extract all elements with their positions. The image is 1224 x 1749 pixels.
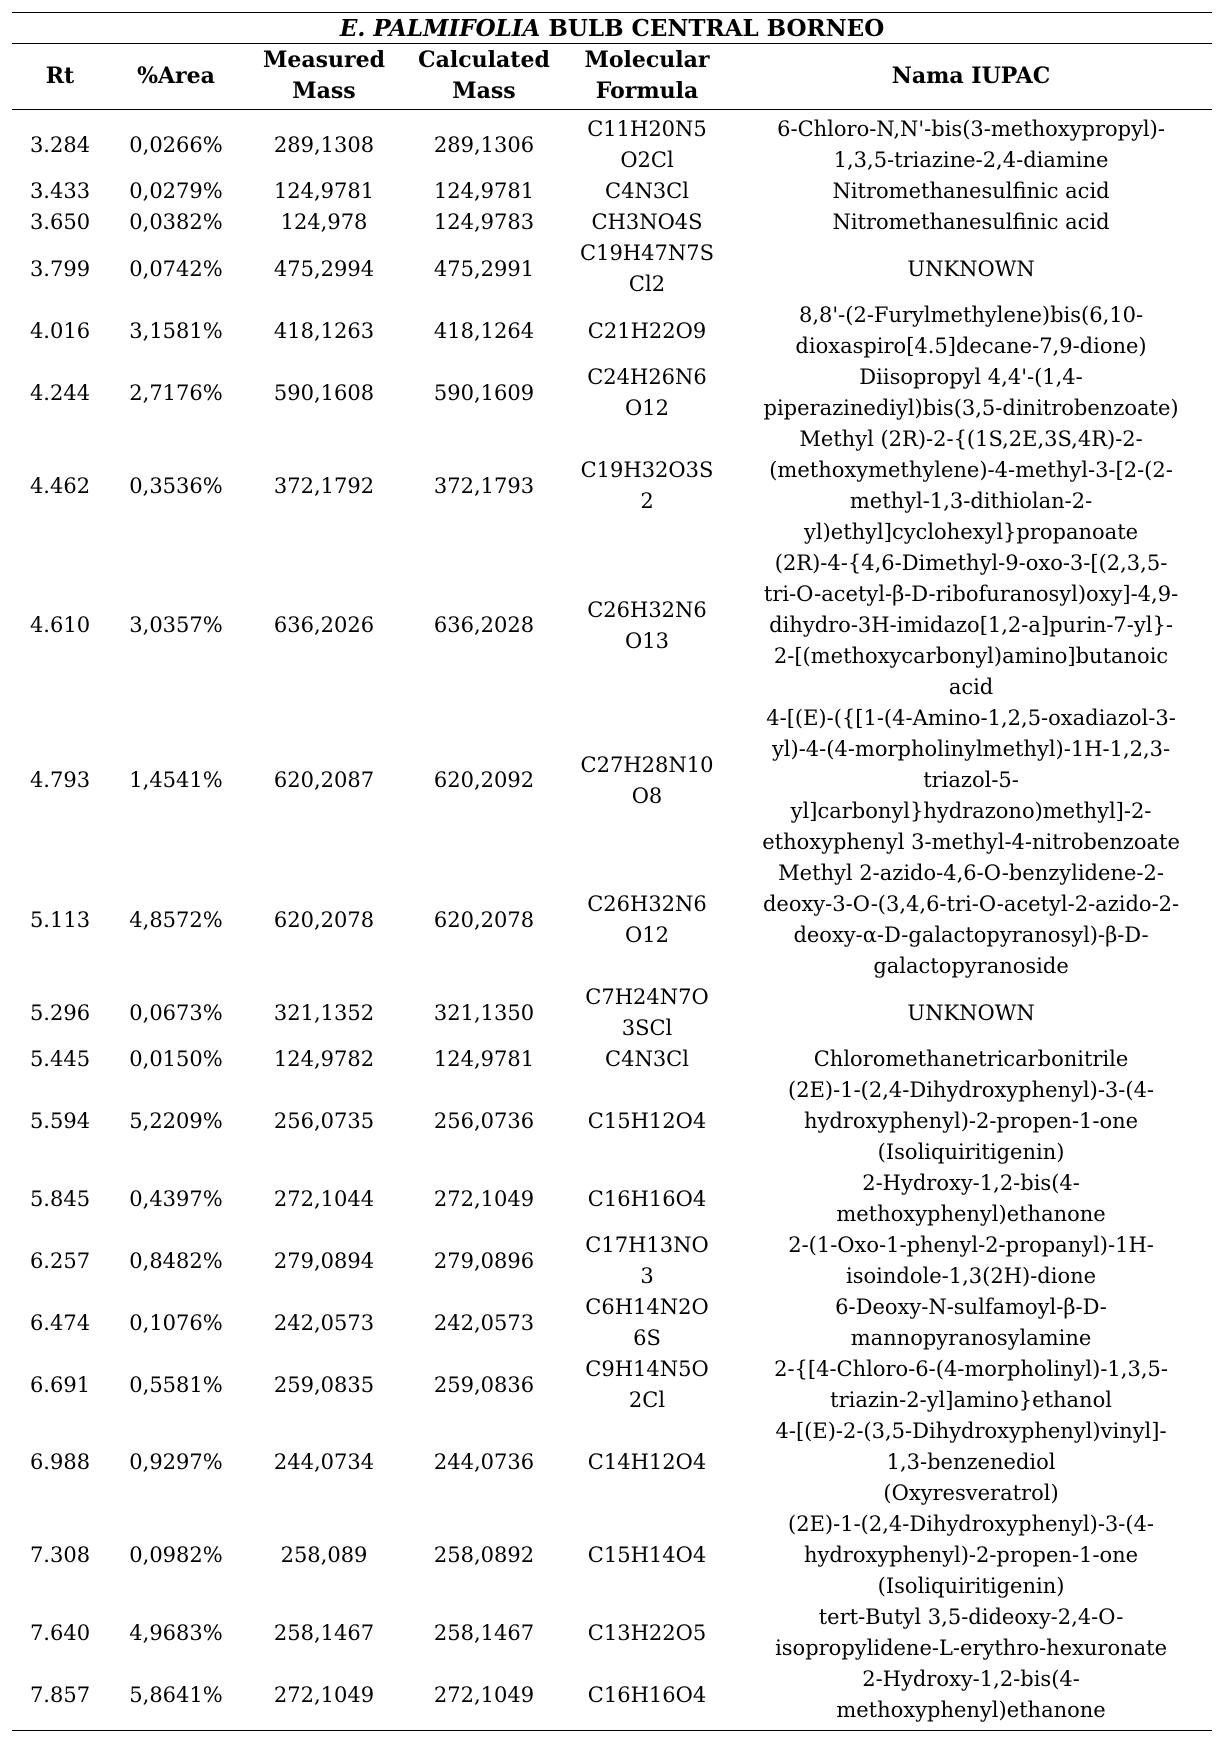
cell-molecular-formula-line: C19H32O3S bbox=[580, 458, 714, 482]
cell-measured-mass: 256,0735 bbox=[273, 1109, 375, 1133]
cell-iupac-name-line: (Isoliquiritigenin) bbox=[877, 1140, 1065, 1164]
cell-iupac-name-line: Diisopropyl 4,4'-(1,4- bbox=[859, 365, 1083, 389]
cell-area: 0,0982% bbox=[129, 1543, 223, 1567]
cell-molecular-formula-line: 2Cl bbox=[628, 1388, 666, 1412]
cell-molecular-formula bbox=[564, 424, 730, 548]
cell-area: 0,3536% bbox=[129, 473, 223, 498]
cell-iupac-name bbox=[730, 858, 1212, 982]
cell-iupac-name bbox=[730, 238, 1212, 300]
cell-molecular-formula bbox=[564, 300, 730, 362]
header-formula-line: Molecular bbox=[584, 47, 710, 73]
cell-area: 0,5581% bbox=[129, 1372, 223, 1397]
cell-iupac-name-line: 6-Deoxy-N-sulfamoyl-β-D- bbox=[835, 1295, 1107, 1319]
cell-iupac-name-line: 8,8'-(2-Furylmethylene)bis(6,10- bbox=[799, 303, 1144, 327]
cell-molecular-formula-line: C17H13NO bbox=[585, 1233, 709, 1257]
cell-area: 0,0742% bbox=[129, 256, 223, 281]
cell-iupac-name bbox=[730, 207, 1212, 238]
cell-calculated-mass: 590,1609 bbox=[433, 380, 535, 405]
table-row bbox=[12, 424, 1212, 548]
cell-molecular-formula bbox=[564, 858, 730, 982]
cell-iupac-name-line: 4-[(E)-2-(3,5-Dihydroxyphenyl)vinyl]- bbox=[775, 1419, 1167, 1443]
cell-calculated-mass: 124,9783 bbox=[433, 210, 535, 234]
cell-iupac-name-line: hydroxyphenyl)-2-propen-1-one bbox=[803, 1543, 1139, 1567]
cell-iupac-name-line: dihydro-3H-imidazo[1,2-a]purin-7-yl}- bbox=[769, 613, 1173, 637]
cell-calculated-mass: 272,1049 bbox=[433, 1186, 535, 1211]
cell-molecular-formula bbox=[564, 238, 730, 300]
cell-rt: 4.016 bbox=[29, 318, 91, 343]
cell-iupac-name-line: mannopyranosylamine bbox=[850, 1326, 1092, 1350]
cell-molecular-formula bbox=[564, 1602, 730, 1664]
table-row bbox=[12, 300, 1212, 362]
cell-rt: 7.640 bbox=[29, 1620, 91, 1645]
cell-molecular-formula bbox=[564, 110, 730, 177]
cell-molecular-formula bbox=[564, 362, 730, 424]
cell-rt: 7.308 bbox=[29, 1543, 91, 1567]
cell-area: 0,0266% bbox=[129, 132, 223, 157]
cell-molecular-formula-line: C26H32N6 bbox=[587, 892, 707, 916]
table-row bbox=[12, 1664, 1212, 1731]
cell-iupac-name-line: Nitromethanesulfinic acid bbox=[832, 179, 1110, 203]
cell-iupac-name bbox=[730, 1168, 1212, 1230]
cell-calculated-mass: 620,2078 bbox=[433, 907, 535, 932]
cell-molecular-formula-line: O2Cl bbox=[620, 148, 674, 172]
cell-molecular-formula-line: O13 bbox=[625, 628, 669, 653]
cell-calculated-mass: 259,0836 bbox=[433, 1372, 535, 1397]
cell-molecular-formula bbox=[564, 1292, 730, 1354]
cell-calculated-mass: 244,0736 bbox=[433, 1450, 535, 1474]
cell-molecular-formula bbox=[564, 982, 730, 1044]
cell-molecular-formula bbox=[564, 1354, 730, 1416]
cell-iupac-name bbox=[730, 982, 1212, 1044]
cell-molecular-formula-line: C16H16O4 bbox=[587, 1682, 707, 1707]
cell-molecular-formula-line: 3SCl bbox=[621, 1016, 673, 1040]
cell-calculated-mass: 256,0736 bbox=[433, 1109, 535, 1133]
cell-iupac-name-line: 2-Hydroxy-1,2-bis(4- bbox=[862, 1667, 1080, 1691]
cell-rt: 4.610 bbox=[29, 613, 91, 637]
cell-calculated-mass: 279,0896 bbox=[433, 1248, 535, 1273]
cell-calculated-mass: 620,2092 bbox=[433, 768, 535, 792]
cell-molecular-formula-line: 3 bbox=[640, 1264, 654, 1288]
cell-iupac-name bbox=[730, 1230, 1212, 1292]
cell-measured-mass: 242,0573 bbox=[273, 1310, 375, 1335]
table-row bbox=[12, 207, 1212, 238]
cell-rt: 3.284 bbox=[29, 132, 91, 157]
cell-measured-mass: 279,0894 bbox=[273, 1248, 375, 1273]
cell-rt: 4.244 bbox=[29, 380, 91, 405]
cell-molecular-formula-line: C21H22O9 bbox=[587, 318, 707, 343]
cell-iupac-name bbox=[730, 1664, 1212, 1731]
cell-iupac-name-line: methoxyphenyl)ethanone bbox=[836, 1698, 1106, 1722]
cell-iupac-name-line: methyl-1,3-dithiolan-2- bbox=[849, 489, 1093, 513]
cell-rt: 3.799 bbox=[29, 256, 91, 281]
cell-measured-mass: 259,0835 bbox=[273, 1372, 375, 1397]
header-calculated-line: Calculated bbox=[418, 47, 550, 73]
table-row bbox=[12, 176, 1212, 207]
cell-calculated-mass: 242,0573 bbox=[433, 1310, 535, 1335]
cell-rt: 3.650 bbox=[29, 210, 91, 234]
cell-rt: 7.857 bbox=[12, 1664, 108, 1731]
cell-iupac-name-line: yl)ethyl]cyclohexyl}propanoate bbox=[804, 520, 1139, 544]
cell-area: 0,0150% bbox=[129, 1047, 223, 1071]
table-row bbox=[12, 1044, 1212, 1075]
cell-rt: 6.474 bbox=[29, 1310, 91, 1335]
header-area: %Area bbox=[108, 44, 244, 110]
cell-molecular-formula-line: C13H22O5 bbox=[587, 1620, 707, 1645]
table-row bbox=[12, 1075, 1212, 1168]
cell-iupac-name-line: methoxyphenyl)ethanone bbox=[836, 1202, 1106, 1226]
cell-molecular-formula bbox=[564, 207, 730, 238]
cell-area: 4,8572% bbox=[129, 907, 223, 932]
compound-table bbox=[12, 12, 1212, 1731]
cell-molecular-formula bbox=[564, 1230, 730, 1292]
cell-calculated-mass: 475,2991 bbox=[433, 256, 535, 281]
cell-molecular-formula-line: C15H12O4 bbox=[587, 1109, 707, 1133]
cell-iupac-name-line: triazol-5- bbox=[923, 768, 1019, 792]
header-calculated-mass bbox=[404, 44, 564, 110]
cell-iupac-name bbox=[730, 300, 1212, 362]
cell-iupac-name bbox=[730, 1602, 1212, 1664]
cell-molecular-formula-line: O12 bbox=[625, 396, 669, 420]
cell-area: 0,0382% bbox=[129, 210, 223, 234]
cell-iupac-name-line: ethoxyphenyl 3-methyl-4-nitrobenzoate bbox=[762, 830, 1180, 854]
cell-calculated-mass: 289,1306 bbox=[433, 132, 535, 157]
cell-molecular-formula bbox=[564, 1044, 730, 1075]
cell-iupac-name-line: 1,3,5-triazine-2,4-diamine bbox=[833, 148, 1109, 172]
table-body bbox=[12, 110, 1212, 1731]
cell-measured-mass: 620,2078 bbox=[273, 907, 375, 932]
cell-molecular-formula-line: C19H47N7S bbox=[580, 241, 714, 265]
cell-iupac-name-line: isoindole-1,3(2H)-dione bbox=[846, 1264, 1097, 1288]
cell-iupac-name bbox=[730, 424, 1212, 548]
cell-iupac-name-line: Nitromethanesulfinic acid bbox=[832, 210, 1110, 234]
table-row bbox=[12, 1292, 1212, 1354]
cell-area: 0,4397% bbox=[129, 1186, 223, 1211]
table-row bbox=[12, 1168, 1212, 1230]
cell-area: 0,0673% bbox=[129, 1000, 223, 1025]
cell-molecular-formula-line: 2 bbox=[640, 489, 654, 513]
cell-measured-mass: 418,1263 bbox=[273, 318, 375, 343]
cell-iupac-name-line: 2-(1-Oxo-1-phenyl-2-propanyl)-1H- bbox=[788, 1233, 1154, 1257]
cell-molecular-formula-line: C26H32N6 bbox=[587, 597, 707, 622]
cell-area: 0,8482% bbox=[129, 1248, 223, 1273]
cell-measured-mass: 372,1792 bbox=[273, 473, 375, 498]
header-rt: Rt bbox=[12, 44, 108, 110]
cell-molecular-formula-line: O8 bbox=[631, 783, 663, 808]
cell-iupac-name-line: 4-[(E)-({[1-(4-Amino-1,2,5-oxadiazol-3- bbox=[766, 706, 1176, 730]
cell-rt: 3.433 bbox=[29, 179, 91, 203]
cell-area: 3,0357% bbox=[129, 613, 223, 637]
cell-iupac-name bbox=[730, 703, 1212, 858]
cell-molecular-formula-line: C27H28N10 bbox=[580, 752, 714, 777]
cell-iupac-name-line: 2-Hydroxy-1,2-bis(4- bbox=[862, 1171, 1080, 1195]
table-row bbox=[12, 110, 1212, 177]
document-page bbox=[12, 12, 1212, 1731]
cell-iupac-name-line: isopropylidene-L-erythro-hexuronate bbox=[775, 1636, 1168, 1660]
cell-iupac-name-line: (2E)-1-(2,4-Dihydroxyphenyl)-3-(4- bbox=[788, 1512, 1155, 1536]
cell-iupac-name-line: hydroxyphenyl)-2-propen-1-one bbox=[803, 1109, 1139, 1133]
cell-iupac-name-line: deoxy-3-O-(3,4,6-tri-O-acetyl-2-azido-2- bbox=[762, 892, 1180, 916]
cell-iupac-name-line: 6-Chloro-N,N'-bis(3-methoxypropyl)- bbox=[777, 117, 1165, 141]
cell-calculated-mass: 372,1793 bbox=[433, 473, 535, 498]
cell-rt: 5.594 bbox=[29, 1109, 91, 1133]
cell-molecular-formula bbox=[564, 548, 730, 703]
cell-iupac-name bbox=[730, 362, 1212, 424]
cell-molecular-formula-line: Cl2 bbox=[628, 272, 666, 296]
header-measured-line: Measured bbox=[263, 47, 385, 73]
cell-measured-mass: 244,0734 bbox=[273, 1450, 375, 1474]
table-row bbox=[12, 1416, 1212, 1509]
cell-measured-mass: 272,1044 bbox=[273, 1186, 375, 1211]
cell-molecular-formula-line: C4N3Cl bbox=[605, 1047, 689, 1071]
cell-area: 0,9297% bbox=[129, 1450, 223, 1474]
cell-iupac-name-line: yl]carbonyl}hydrazono)methyl]-2- bbox=[790, 799, 1152, 823]
table-row bbox=[12, 982, 1212, 1044]
cell-calculated-mass: 636,2028 bbox=[433, 613, 535, 637]
cell-molecular-formula-line: C7H24N7O bbox=[585, 985, 709, 1009]
table-row bbox=[12, 858, 1212, 982]
header-formula-line: Formula bbox=[595, 78, 699, 104]
cell-iupac-name-line: piperazinediyl)bis(3,5-dinitrobenzoate) bbox=[763, 396, 1179, 420]
cell-area: 4,9683% bbox=[129, 1620, 223, 1645]
cell-molecular-formula-line: 6S bbox=[633, 1326, 661, 1350]
cell-molecular-formula-line: C6H14N2O bbox=[585, 1295, 709, 1319]
table-title-species: E. PALMIFOLIA bbox=[339, 14, 541, 42]
cell-iupac-name-line: 1,3-benzenediol bbox=[886, 1450, 1056, 1474]
cell-measured-mass: 321,1352 bbox=[273, 1000, 375, 1025]
cell-iupac-name-line: deoxy-α-D-galactopyranosyl)-β-D- bbox=[793, 923, 1149, 947]
table-row bbox=[12, 1509, 1212, 1602]
cell-iupac-name-line: (2R)-4-{4,6-Dimethyl-9-oxo-3-[(2,3,5- bbox=[774, 551, 1168, 575]
cell-rt: 6.691 bbox=[29, 1372, 91, 1397]
cell-measured-mass: 475,2994 bbox=[273, 256, 375, 281]
header-iupac-name: Nama IUPAC bbox=[730, 44, 1212, 110]
table-row bbox=[12, 362, 1212, 424]
cell-iupac-name-line: yl)-4-(4-morpholinylmethyl)-1H-1,2,3- bbox=[771, 737, 1171, 761]
cell-iupac-name bbox=[730, 548, 1212, 703]
cell-rt: 4.462 bbox=[29, 473, 91, 498]
cell-iupac-name-line: tri-O-acetyl-β-D-ribofuranosyl)oxy]-4,9- bbox=[763, 582, 1179, 606]
cell-iupac-name bbox=[730, 1044, 1212, 1075]
cell-molecular-formula-line: C16H16O4 bbox=[587, 1186, 707, 1211]
cell-measured-mass: 590,1608 bbox=[273, 380, 375, 405]
cell-molecular-formula-line: C24H26N6 bbox=[587, 365, 707, 389]
table-title bbox=[12, 13, 1212, 44]
cell-molecular-formula bbox=[564, 1075, 730, 1168]
cell-rt: 5.845 bbox=[29, 1186, 91, 1211]
cell-iupac-name-line: acid bbox=[948, 675, 994, 699]
cell-iupac-name-line: Chloromethanetricarbonitrile bbox=[813, 1047, 1129, 1071]
cell-iupac-name bbox=[730, 1416, 1212, 1509]
cell-iupac-name-line: tert-Butyl 3,5-dideoxy-2,4-O- bbox=[818, 1605, 1124, 1629]
cell-calculated-mass: 258,0892 bbox=[433, 1543, 535, 1567]
cell-iupac-name bbox=[730, 1354, 1212, 1416]
table-row bbox=[12, 703, 1212, 858]
cell-area: 5,2209% bbox=[129, 1109, 223, 1133]
cell-molecular-formula-line: C14H12O4 bbox=[587, 1450, 707, 1474]
cell-iupac-name-line: Methyl 2-azido-4,6-O-benzylidene-2- bbox=[778, 861, 1164, 885]
cell-rt: 5.113 bbox=[29, 907, 91, 932]
cell-iupac-name bbox=[730, 1292, 1212, 1354]
cell-molecular-formula bbox=[564, 1416, 730, 1509]
cell-area: 2,7176% bbox=[129, 380, 223, 405]
cell-molecular-formula bbox=[564, 176, 730, 207]
cell-molecular-formula-line: C4N3Cl bbox=[605, 179, 689, 203]
cell-calculated-mass: 321,1350 bbox=[433, 1000, 535, 1025]
cell-iupac-name bbox=[730, 1509, 1212, 1602]
cell-rt: 6.988 bbox=[29, 1450, 91, 1474]
cell-calculated-mass: 272,1049 bbox=[404, 1664, 564, 1731]
cell-area: 0,1076% bbox=[129, 1310, 223, 1335]
cell-rt: 6.257 bbox=[29, 1248, 91, 1273]
cell-measured-mass: 124,9782 bbox=[273, 1047, 375, 1071]
cell-molecular-formula bbox=[564, 703, 730, 858]
cell-area: 1,4541% bbox=[129, 768, 223, 792]
cell-molecular-formula-line: C11H20N5 bbox=[587, 117, 707, 141]
table-row bbox=[12, 1354, 1212, 1416]
cell-measured-mass: 289,1308 bbox=[273, 132, 375, 157]
cell-calculated-mass: 258,1467 bbox=[433, 1620, 535, 1645]
table-row bbox=[12, 1602, 1212, 1664]
cell-iupac-name-line: 2-[(methoxycarbonyl)amino]butanoic bbox=[773, 644, 1169, 668]
cell-area: 5,8641% bbox=[108, 1664, 244, 1731]
header-calculated-line: Mass bbox=[452, 78, 516, 104]
cell-calculated-mass: 418,1264 bbox=[433, 318, 535, 343]
table-header-row bbox=[12, 44, 1212, 110]
cell-iupac-name-line: (Isoliquiritigenin) bbox=[877, 1574, 1065, 1598]
cell-molecular-formula-line: O12 bbox=[625, 923, 669, 947]
cell-measured-mass: 258,089 bbox=[280, 1543, 368, 1567]
cell-iupac-name-line: triazin-2-yl]amino}ethanol bbox=[830, 1388, 1112, 1412]
cell-rt: 4.793 bbox=[29, 768, 91, 792]
cell-iupac-name-line: UNKNOWN bbox=[907, 1000, 1035, 1025]
header-measured-line: Mass bbox=[292, 78, 356, 104]
cell-measured-mass: 272,1049 bbox=[244, 1664, 404, 1731]
table-row bbox=[12, 548, 1212, 703]
cell-iupac-name-line: 2-{[4-Chloro-6-(4-morpholinyl)-1,3,5- bbox=[774, 1357, 1168, 1381]
cell-iupac-name-line: (methoxymethylene)-4-methyl-3-[2-(2- bbox=[769, 458, 1173, 482]
cell-area: 3,1581% bbox=[129, 318, 223, 343]
cell-measured-mass: 620,2087 bbox=[273, 768, 375, 792]
cell-calculated-mass: 124,9781 bbox=[433, 1047, 535, 1071]
cell-measured-mass: 124,9781 bbox=[273, 179, 375, 203]
cell-iupac-name bbox=[730, 1075, 1212, 1168]
cell-molecular-formula bbox=[564, 1168, 730, 1230]
table-title-row bbox=[12, 13, 1212, 44]
cell-iupac-name bbox=[730, 176, 1212, 207]
cell-rt: 5.296 bbox=[29, 1000, 91, 1025]
cell-iupac-name-line: (2E)-1-(2,4-Dihydroxyphenyl)-3-(4- bbox=[788, 1078, 1155, 1102]
cell-iupac-name bbox=[730, 110, 1212, 177]
cell-iupac-name-line: UNKNOWN bbox=[907, 256, 1035, 281]
cell-iupac-name-line: (Oxyresveratrol) bbox=[883, 1481, 1059, 1505]
cell-iupac-name-line: galactopyranoside bbox=[873, 954, 1069, 978]
cell-molecular-formula bbox=[564, 1664, 730, 1731]
cell-molecular-formula bbox=[564, 1509, 730, 1602]
cell-iupac-name-line: dioxaspiro[4.5]decane-7,9-dione) bbox=[795, 334, 1147, 358]
cell-molecular-formula-line: CH3NO4S bbox=[591, 210, 703, 234]
cell-measured-mass: 124,978 bbox=[280, 210, 368, 234]
cell-measured-mass: 258,1467 bbox=[273, 1620, 375, 1645]
cell-iupac-name-line: Methyl (2R)-2-{(1S,2E,3S,4R)-2- bbox=[799, 427, 1143, 451]
table-title-rest: BULB CENTRAL BORNEO bbox=[540, 14, 885, 42]
cell-area: 0,0279% bbox=[129, 179, 223, 203]
cell-molecular-formula-line: C15H14O4 bbox=[587, 1543, 707, 1567]
cell-calculated-mass: 124,9781 bbox=[433, 179, 535, 203]
table-row bbox=[12, 238, 1212, 300]
header-molecular-formula bbox=[564, 44, 730, 110]
header-measured-mass bbox=[244, 44, 404, 110]
cell-molecular-formula-line: C9H14N5O bbox=[585, 1357, 709, 1381]
cell-rt: 5.445 bbox=[29, 1047, 91, 1071]
cell-measured-mass: 636,2026 bbox=[273, 613, 375, 637]
table-row bbox=[12, 1230, 1212, 1292]
